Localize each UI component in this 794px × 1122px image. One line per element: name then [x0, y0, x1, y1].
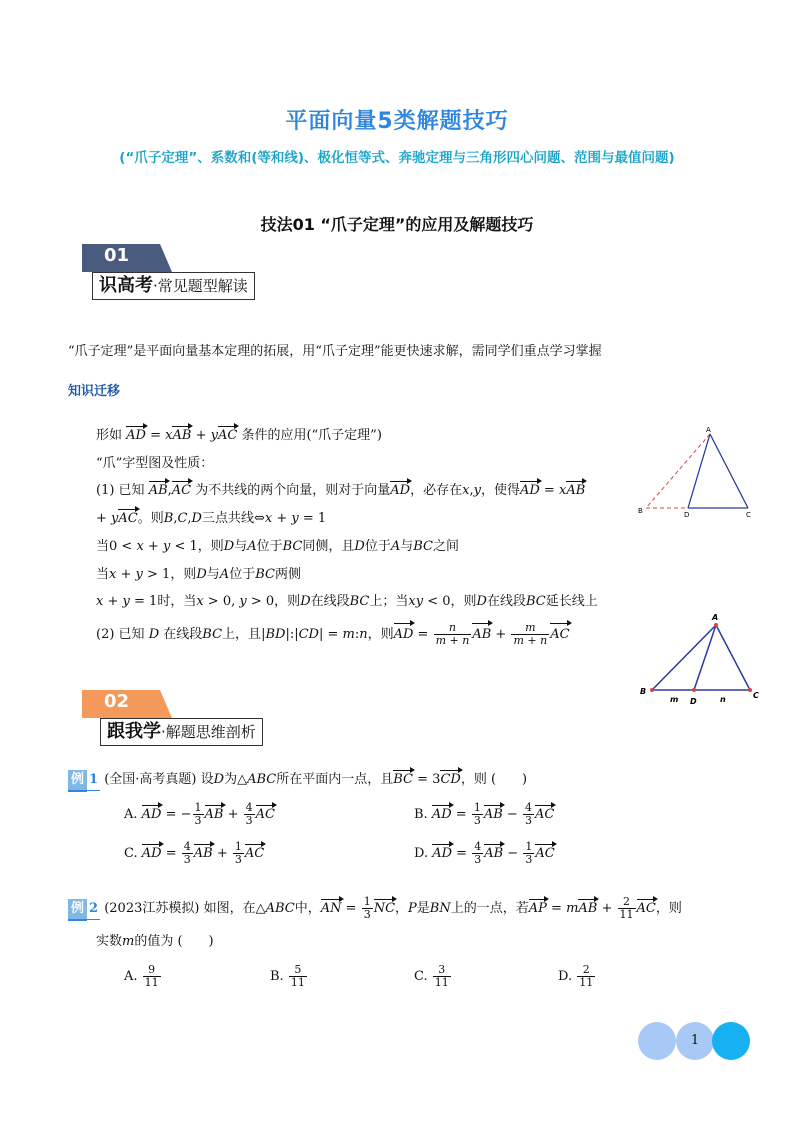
- knowledge-line-7: x + y = 1时，当x > 0, y > 0，则D在线段BC上；当xy < 0，则D在线段BC延长线上: [96, 594, 598, 609]
- knowledge-line-1: 形如 AD = xAB + yAC 条件的应用(“爪子定理”): [96, 426, 382, 446]
- example-1-option-b[interactable]: B. AD = $\frac{1}{3}$ AB − $\frac{4}{3}$ AC: [414, 801, 555, 827]
- fig2-label-a: A: [712, 613, 719, 622]
- banner-number-02: 02: [104, 691, 130, 712]
- fig1-label-a: A: [706, 426, 711, 434]
- page-number: 1: [676, 1022, 714, 1060]
- banner-number-01: 01: [104, 245, 130, 266]
- banner-box-02: [100, 718, 263, 746]
- knowledge-line-8: (2) 已知 D 在线段BC上，且|BD|:|CD| = m:n，则AD = $\frac{n}{m + n}$ AB + $\frac{m}{m + n}$ AC: [96, 621, 570, 647]
- fig2-label-m: m: [670, 695, 679, 704]
- banner-small-text: ·常见题型解读: [153, 277, 248, 295]
- fig2-label-n: n: [720, 695, 726, 704]
- figure-claw-ratio: [636, 610, 766, 710]
- example-2-option-b[interactable]: B. $\frac{5}{11}$: [270, 963, 305, 989]
- banner-big-text: 跟我学: [107, 721, 161, 742]
- example-2-option-a[interactable]: A. $\frac{9}{11}$: [124, 963, 159, 989]
- page-title: 平面向量5类解题技巧: [285, 109, 509, 134]
- example-2-option-d[interactable]: D. $\frac{2}{11}$: [558, 963, 594, 989]
- example-2-question: 例 2 (2023江苏模拟) 如图，在△ABC中，AN = $\frac{1}{3}$ NC，P是BN上的一点，若AP = mAB + $\frac{2}{11}$ AC，则: [68, 896, 682, 921]
- fig2-label-c: C: [753, 691, 759, 700]
- page-subtitle: (“爪子定理”、系数和(等和线)、极化恒等式、奔驰定理与三角形四心问题、范围与最值问题): [119, 150, 675, 166]
- example-1-option-c[interactable]: C. AD = $\frac{4}{3}$ AB + $\frac{1}{3}$ AC: [124, 840, 265, 866]
- fig1-label-d: D: [684, 511, 690, 519]
- page-dot-left: [638, 1022, 676, 1060]
- knowledge-line-5: 当0 < x + y < 1，则D与A位于BC同侧，且D位于A与BC之间: [96, 539, 460, 554]
- fig2-label-b: B: [640, 687, 647, 696]
- knowledge-line-6: 当x + y > 1，则D与A位于BC两侧: [96, 567, 301, 582]
- example-badge: 例: [68, 770, 87, 792]
- example-badge: 例: [68, 899, 87, 921]
- figure-claw-extended: [636, 424, 756, 520]
- knowledge-label: 知识迁移: [68, 384, 121, 399]
- knowledge-line-3: (1) 已知 AB,AC 为不共线的两个向量，则对于向量AD，必存在x,y，使得AD = xAB: [96, 481, 585, 501]
- fig1-label-b: B: [638, 507, 643, 515]
- banner-box-01: [92, 272, 255, 300]
- fig2-label-d: D: [690, 697, 697, 706]
- page-dot-right: [712, 1022, 750, 1060]
- section-heading: 技法01 “爪子定理”的应用及解题技巧: [260, 215, 534, 234]
- knowledge-line-2: “爪”字型图及性质：: [96, 456, 214, 471]
- fig1-label-c: C: [746, 511, 751, 519]
- banner-big-text: 识高考: [99, 275, 153, 296]
- example-1-option-d[interactable]: D. AD = $\frac{4}{3}$ AB − $\frac{1}{3}$ AC: [414, 840, 555, 866]
- example-2-option-c[interactable]: C. $\frac{3}{11}$: [414, 963, 449, 989]
- example-1-question: 例 1 (全国·高考真题) 设D为△ABC所在平面内一点，且BC = 3CD，则 ( ): [68, 770, 527, 792]
- knowledge-line-4: + yAC。则B,C,D三点共线⇔x + y = 1: [96, 509, 326, 529]
- example-1-option-a[interactable]: A. AD = − $\frac{1}{3}$ AB + $\frac{4}{3}$ AC: [124, 801, 276, 827]
- example-2-question-line-2: 实数m的值为 ( ): [96, 934, 214, 949]
- banner-small-text: ·解题思维剖析: [161, 723, 256, 741]
- intro-paragraph: “爪子定理”是平面向量基本定理的拓展，用“爪子定理”能更快速求解，需同学们重点学习掌握: [68, 344, 602, 359]
